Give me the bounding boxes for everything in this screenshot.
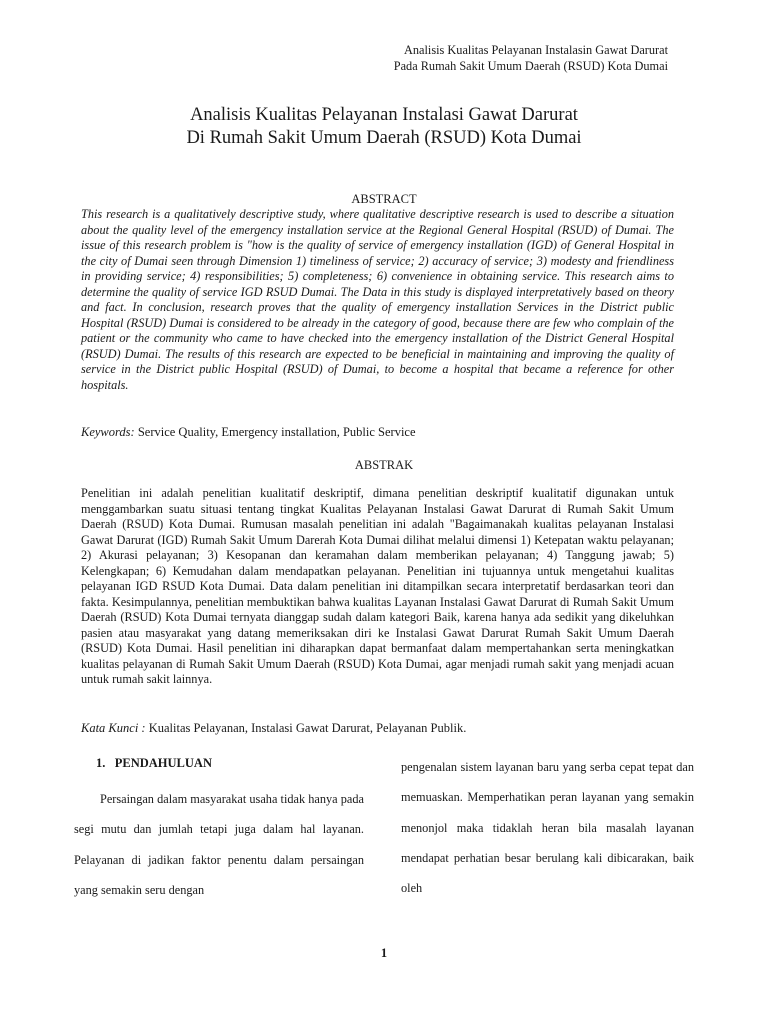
paper-title-line-1: Analisis Kualitas Pelayanan Instalasi Gawat Darurat [190, 105, 578, 125]
running-header [394, 42, 668, 74]
abstrak-body: Penelitian ini adalah penelitian kualitatif deskriptif, dimana penelitian deskriptif kualitatif digunakan untuk menggambarkan suatu situasi tentang tingkat Kualitas Pelayanan Instalasi Gawat Darurat di Rumah Sakit Umum Daerah (RSUD) Kota Dumai. Rumusan masalah penelitian ini adalah "Bagaimanakah kualitas pelayanan Instalasi Gawat Darurat (IGD) Rumah Sakit Umum Darerah Kota Dumai dilihat melalui dimensi 1) Ketepatan waktu pelayanan; 2) Akurasi pelayanan; 3) Kesopanan dan keramahan dalam memberikan pelayanan; 4) Tanggung jawab; 5) Kelengkapan; 6) Kemudahan dalam mendapatkan pelayanan. Penelitian ini tujuannya untuk mengetahui kualitas pelayanan IGD RSUD Kota Dumai. Data dalam penelitian ini ditampilkan secara interpretatif berdasarkan teori dan fakta. Kesimpulannya, penelitian membuktikan bahwa kualitas Layanan Instalasi Gawat Darurat di Rumah Sakit Umum Daerah (RSUD) Kota Dumai ternyata dianggap sudah dalam kategori Baik, karena hanya ada sedikit yang dikeluhkan pasien atau masyarakat yang datang memeriksakan diri ke Instalasi Gawat Darurat Rumah Sakit Umum Daerah (RSUD) Kota Dumai. Hasil penelitian ini diharapkan dapat bermanfaat dalam mempertahankan serta meningkatkan kualitas pelayanan di Rumah Sakit Umum Daerah (RSUD) Kota Dumai, agar menjadi rumah sakit yang menjadi acuan untuk rumah sakit lainnya. [81, 486, 674, 686]
kata-kunci-label: Kata Kunci : [81, 721, 146, 735]
abstract-heading: ABSTRACT [351, 192, 417, 206]
body-column-right [401, 752, 694, 903]
running-header-line-2: Pada Rumah Sakit Umum Daerah (RSUD) Kota Dumai [393, 59, 668, 73]
keywords [81, 424, 416, 440]
page-number: 1 [380, 946, 388, 960]
kata-kunci-values: Kualitas Pelayanan, Instalasi Gawat Darurat, Pelayanan Publik. [145, 721, 467, 735]
body-paragraph-left: Persaingan dalam masyarakat usaha tidak hanya pada segi mutu dan jumlah tetapi juga dalam hal layanan. Pelayanan di jadikan faktor penentu dalam persaingan yang semakin seru dengan [74, 792, 364, 897]
keywords-label: Keywords: [81, 425, 135, 439]
paper-title [80, 104, 688, 150]
section-heading-pendahuluan: 1. PENDAHULUAN [96, 756, 212, 770]
body-paragraph-right: pengenalan sistem layanan baru yang serba cepat tepat dan memuaskan. Memperhatikan peran layanan yang semakin menonjol maka tidaklah heran bila masalah layanan mendapat perhatian besar berulang kali dibicarakan, baik oleh [401, 760, 694, 896]
paper-title-line-2: Di Rumah Sakit Umum Daerah (RSUD) Kota Dumai [186, 128, 582, 148]
keywords-values: Service Quality, Emergency installation, Public Service [134, 425, 416, 439]
kata-kunci [81, 720, 466, 736]
abstract-body: This research is a qualitatively descriptive study, where qualitative descriptive research is used to describe a situation about the quality level of the emergency installation service at the Regional General Hospital (RSUD) of Dumai. The issue of this research problem is "how is the quality of service of emergency installation (IGD) of General Hospital in the city of Dumai seen through Dimension 1) timeliness of service; 2) accuracy of service; 3) modesty and friendliness in providing service; 4) responsibilities; 5) completeness; 6) convenience in obtaining service. This research aims to determine the quality of service IGD RSUD Dumai. The Data in this study is displayed interpretatively based on theory and fact. In conclusion, research proves that the quality of emergency installation Services in the District public Hospital (RSUD) Dumai is considered to be already in the category of good, because there are few who complain of the patient or the community who came to have checked into the emergency installation of the District General Hospital (RSUD) Dumai. The results of this research are expected to be beneficial in maintaining and improving the quality of service in the District public Hospital (RSUD) of Dumai, to become a hospital that became a reference for other hospitals. [81, 207, 674, 392]
abstrak-heading: ABSTRAK [354, 458, 414, 472]
running-header-line-1: Analisis Kualitas Pelayanan Instalasin Gawat Darurat [404, 43, 668, 57]
body-column-left [74, 784, 364, 905]
